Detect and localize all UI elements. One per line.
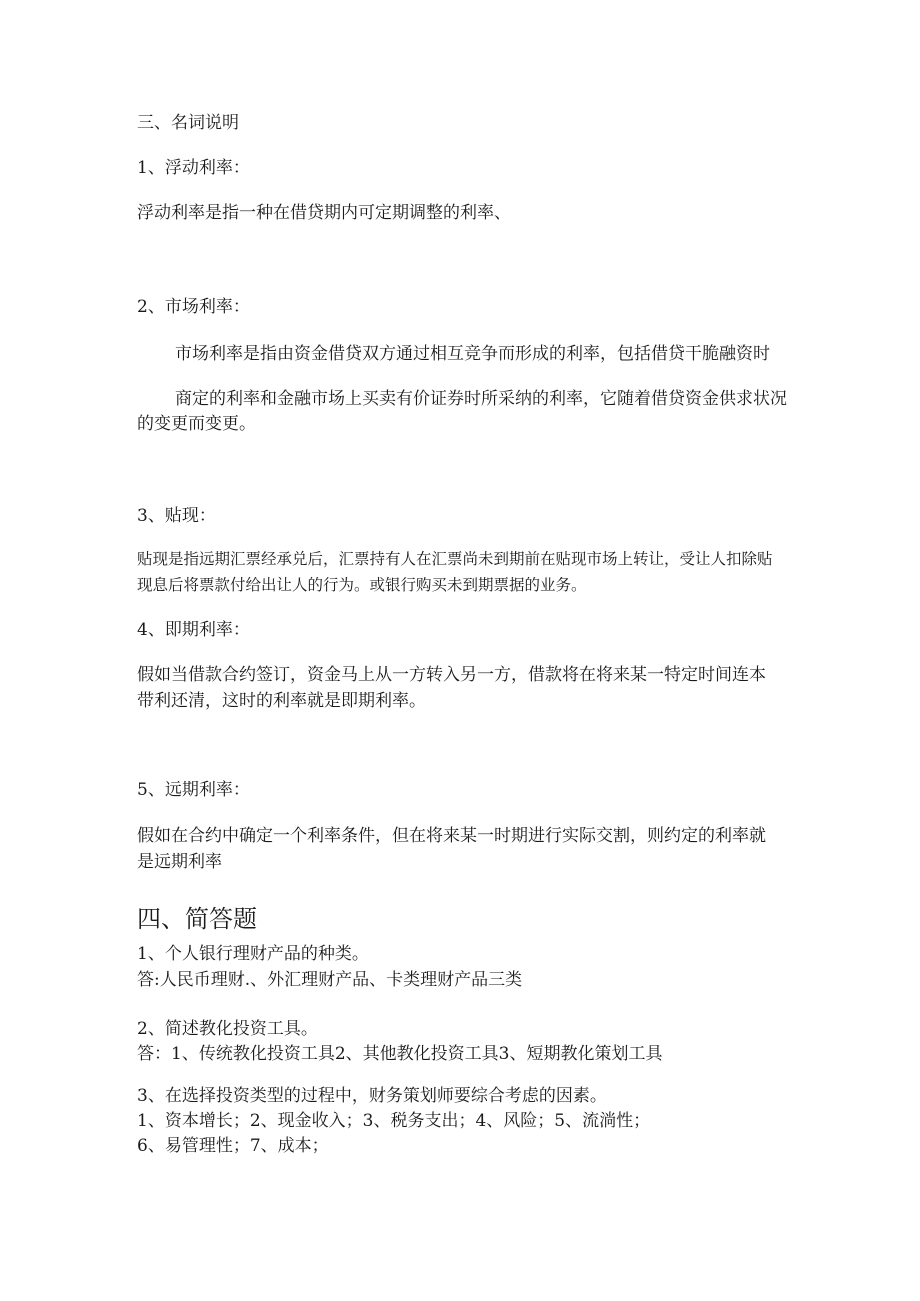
term-3-definition-line-1: 贴现是指远期汇票经承兑后，汇票持有人在汇票尚未到期前在贴现市场上转让，受让人扣除贴 — [137, 550, 773, 568]
question-1: 1、个人银行理财产品的种类。 — [137, 944, 369, 964]
term-3-definition-line-2: 现息后将票款付给出让人的行为。或银行购买未到期票据的业务。 — [137, 576, 587, 594]
term-3-title: 3、贴现： — [137, 506, 216, 526]
term-5-title: 5、远期利率： — [137, 780, 250, 800]
term-1-title: 1、浮动利率： — [137, 158, 250, 178]
term-2-definition-line-3: 的变更而变更。 — [137, 414, 256, 434]
term-2-title: 2、市场利率： — [137, 297, 250, 317]
term-5-definition-line-2: 是远期利率 — [137, 852, 222, 872]
section-3-heading: 三、名词说明 — [137, 113, 239, 133]
answer-2: 答：1、传统教化投资工具2、其他教化投资工具3、短期教化策划工具 — [137, 1044, 663, 1064]
term-4-title: 4、即期利率： — [137, 620, 250, 640]
term-4-definition-line-2: 带利还清，这时的利率就是即期利率。 — [137, 691, 426, 711]
answer-3-line-1: 1、资本增长；2、现金收入；3、税务支出；4、风险；5、流淌性； — [137, 1111, 651, 1131]
term-2-definition-line-2: 商定的利率和金融市场上买卖有价证券时所采纳的利率，它随着借贷资金供求状况 — [175, 389, 787, 409]
term-1-definition: 浮动利率是指一种在借贷期内可定期调整的利率、 — [137, 203, 511, 223]
term-2-definition-line-1: 市场利率是指由资金借贷双方通过相互竞争而形成的利率，包括借贷干脆融资时 — [175, 344, 770, 364]
question-2: 2、简述教化投资工具。 — [137, 1019, 318, 1039]
question-3: 3、在选择投资类型的过程中，财务策划师要综合考虑的因素。 — [137, 1086, 607, 1106]
answer-1: 答:人民币理财.、外汇理财产品、卡类理财产品三类 — [137, 970, 523, 990]
term-4-definition-line-1: 假如当借款合约签订，资金马上从一方转入另一方，借款将在将来某一特定时间连本 — [137, 665, 766, 685]
answer-3-line-2: 6、易管理性；7、成本； — [137, 1136, 329, 1156]
section-4-heading: 四、简答题 — [137, 905, 257, 933]
term-5-definition-line-1: 假如在合约中确定一个利率条件，但在将来某一时期进行实际交割，则约定的利率就 — [137, 826, 766, 846]
